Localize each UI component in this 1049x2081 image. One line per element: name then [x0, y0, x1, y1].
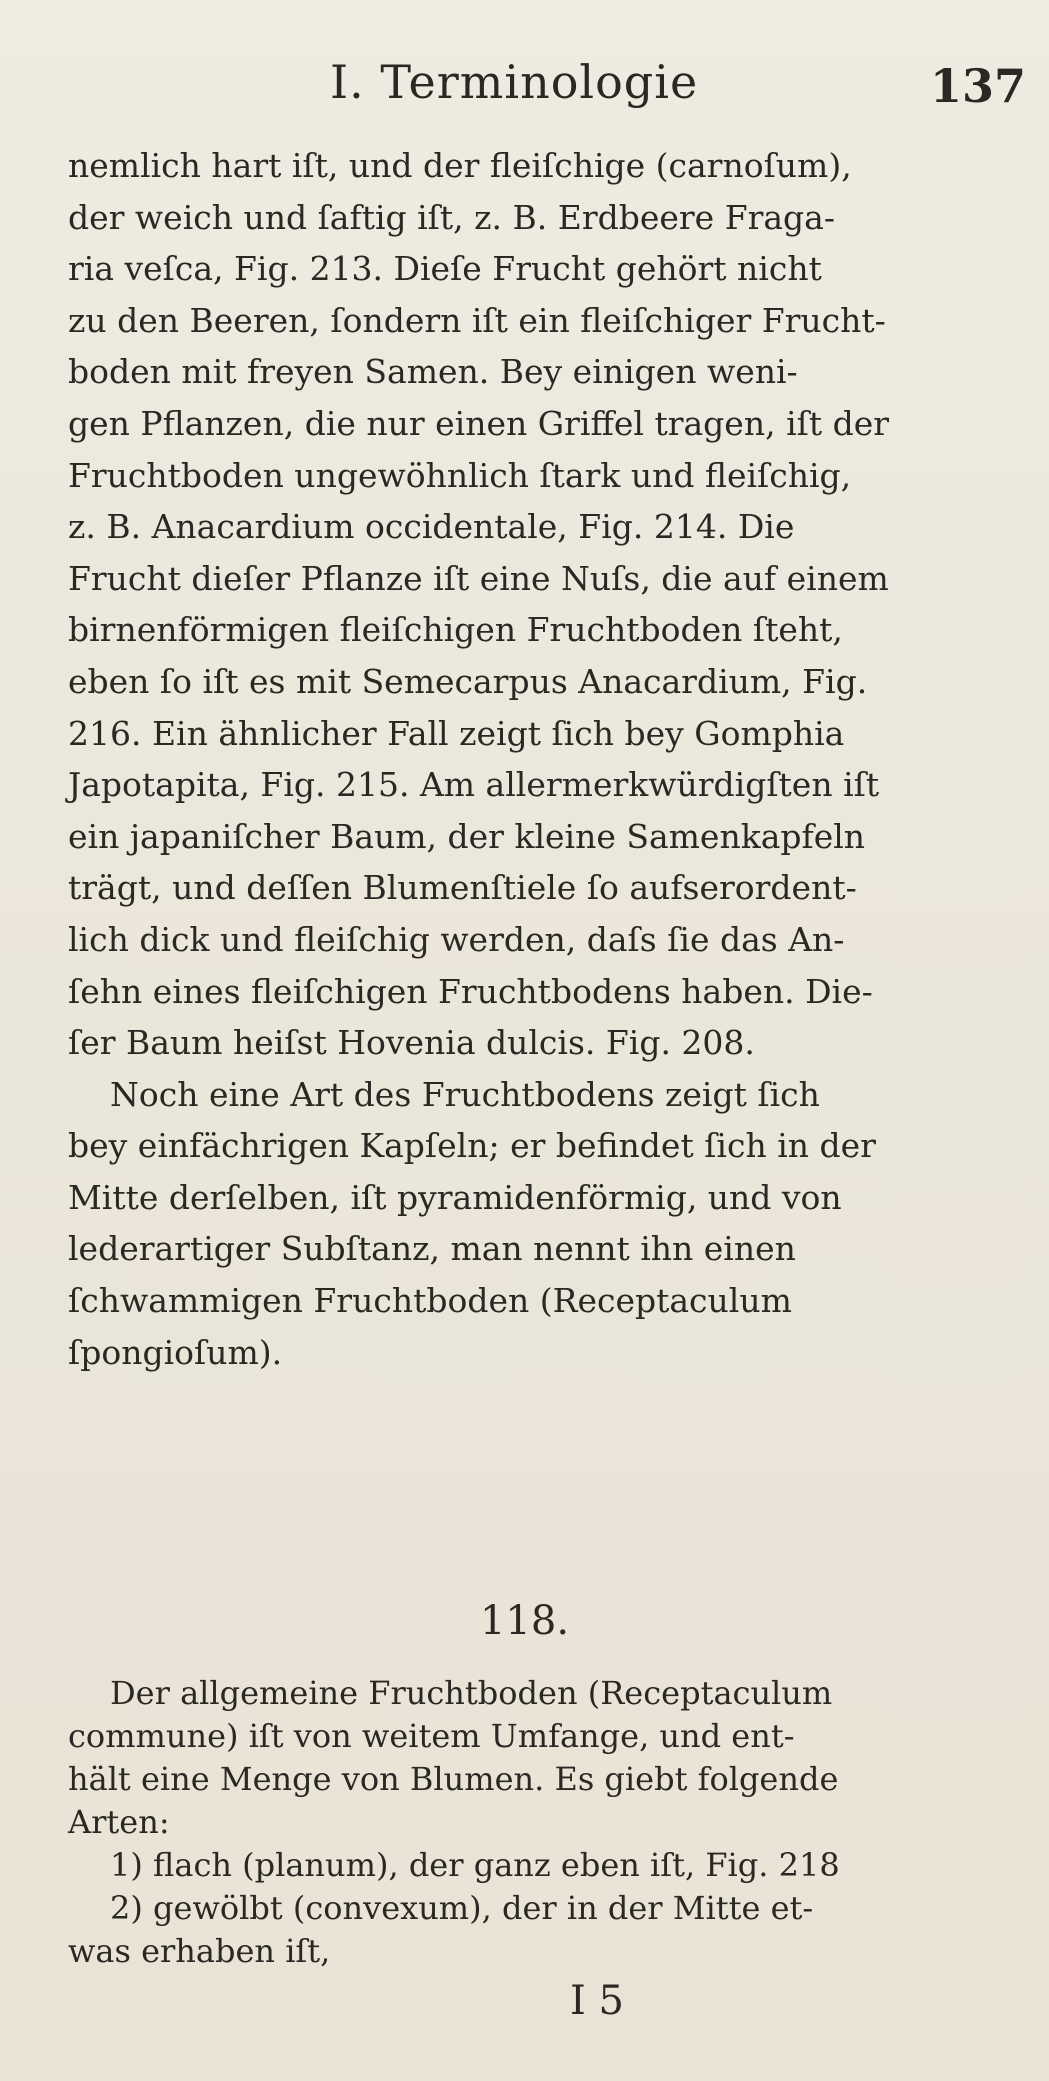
text-line: lederartiger Subſtanz, man nennt ihn einen: [68, 1229, 796, 1269]
page-number: 137: [930, 59, 1027, 113]
text-line: 216. Ein ähnlicher Fall zeigt ſich bey Gomphia: [68, 713, 845, 753]
text-line: Fruchtboden ungewöhnlich ſtark und fleiſchig,: [68, 455, 852, 495]
text-line: Der allgemeine Fruchtboden (Receptaculum: [110, 1674, 833, 1712]
text-line: eben ſo iſt es mit Semecarpus Anacardium, Fig.: [68, 661, 868, 701]
header-section-title: I. Terminologie: [330, 55, 699, 109]
main-paragraph: [68, 140, 1028, 1378]
text-line: commune) iſt von weitem Umfange, und ent-: [68, 1717, 795, 1755]
text-line: ſer Baum heiſst Hovenia dulcis. Fig. 208.: [68, 1023, 755, 1063]
running-header: [0, 55, 1049, 125]
text-line: nemlich hart iſt, und der fleiſchige (carnoſum),: [68, 146, 852, 185]
text-line: hält eine Menge von Blumen. Es giebt folgende: [68, 1760, 839, 1798]
text-line: ſpongioſum).: [68, 1332, 283, 1372]
section-paragraph: [68, 1672, 1030, 1973]
text-line: Japotapita, Fig. 215. Am allermerkwürdigſten iſt: [68, 765, 880, 805]
text-line: lich dick und fleiſchig werden, daſs ſie das An-: [68, 919, 845, 959]
text-line: gen Pflanzen, die nur einen Griffel tragen, iſt der: [68, 403, 890, 443]
text-line: z. B. Anacardium occidentale, Fig. 214. Die: [68, 507, 795, 547]
text-line: ſehn eines fleiſchigen Fruchtbodens haben. Die-: [68, 971, 873, 1011]
text-line: ria veſca, Fig. 213. Dieſe Frucht gehört nicht: [68, 249, 822, 289]
text-line: Frucht dieſer Pflanze iſt eine Nuſs, die auf einem: [68, 558, 889, 598]
text-line: was erhaben iſt,: [68, 1932, 331, 1970]
list-item: 1) flach (planum), der ganz eben iſt, Fig. 218: [110, 1846, 840, 1884]
section-number: 118.: [479, 1598, 570, 1644]
list-item: 2) gewölbt (convexum), der in der Mitte et-: [110, 1889, 814, 1927]
text-line: ſchwammigen Fruchtboden (Receptaculum: [68, 1281, 792, 1321]
text-line: Noch eine Art des Fruchtbodens zeigt ſich: [110, 1074, 820, 1114]
text-line: bey einfächrigen Kapſeln; er befindet ſich in der: [68, 1126, 876, 1166]
text-line: der weich und ſaftig iſt, z. B. Erdbeere Fraga-: [68, 197, 835, 237]
text-line: trägt, und deſſen Blumenſtiele ſo aufserordent-: [68, 868, 857, 908]
text-line: ein japaniſcher Baum, der kleine Samenkapfeln: [68, 816, 866, 856]
signature-mark: I 5: [570, 1978, 624, 2024]
text-line: zu den Beeren, ſondern iſt ein fleiſchiger Frucht-: [68, 300, 886, 340]
text-line: boden mit freyen Samen. Bey einigen weni-: [68, 352, 798, 392]
text-line: birnenförmigen fleiſchigen Fruchtboden ſteht,: [68, 610, 843, 650]
text-line: Arten:: [68, 1803, 170, 1841]
text-line: Mitte derſelben, iſt pyramidenförmig, und von: [68, 1177, 842, 1217]
